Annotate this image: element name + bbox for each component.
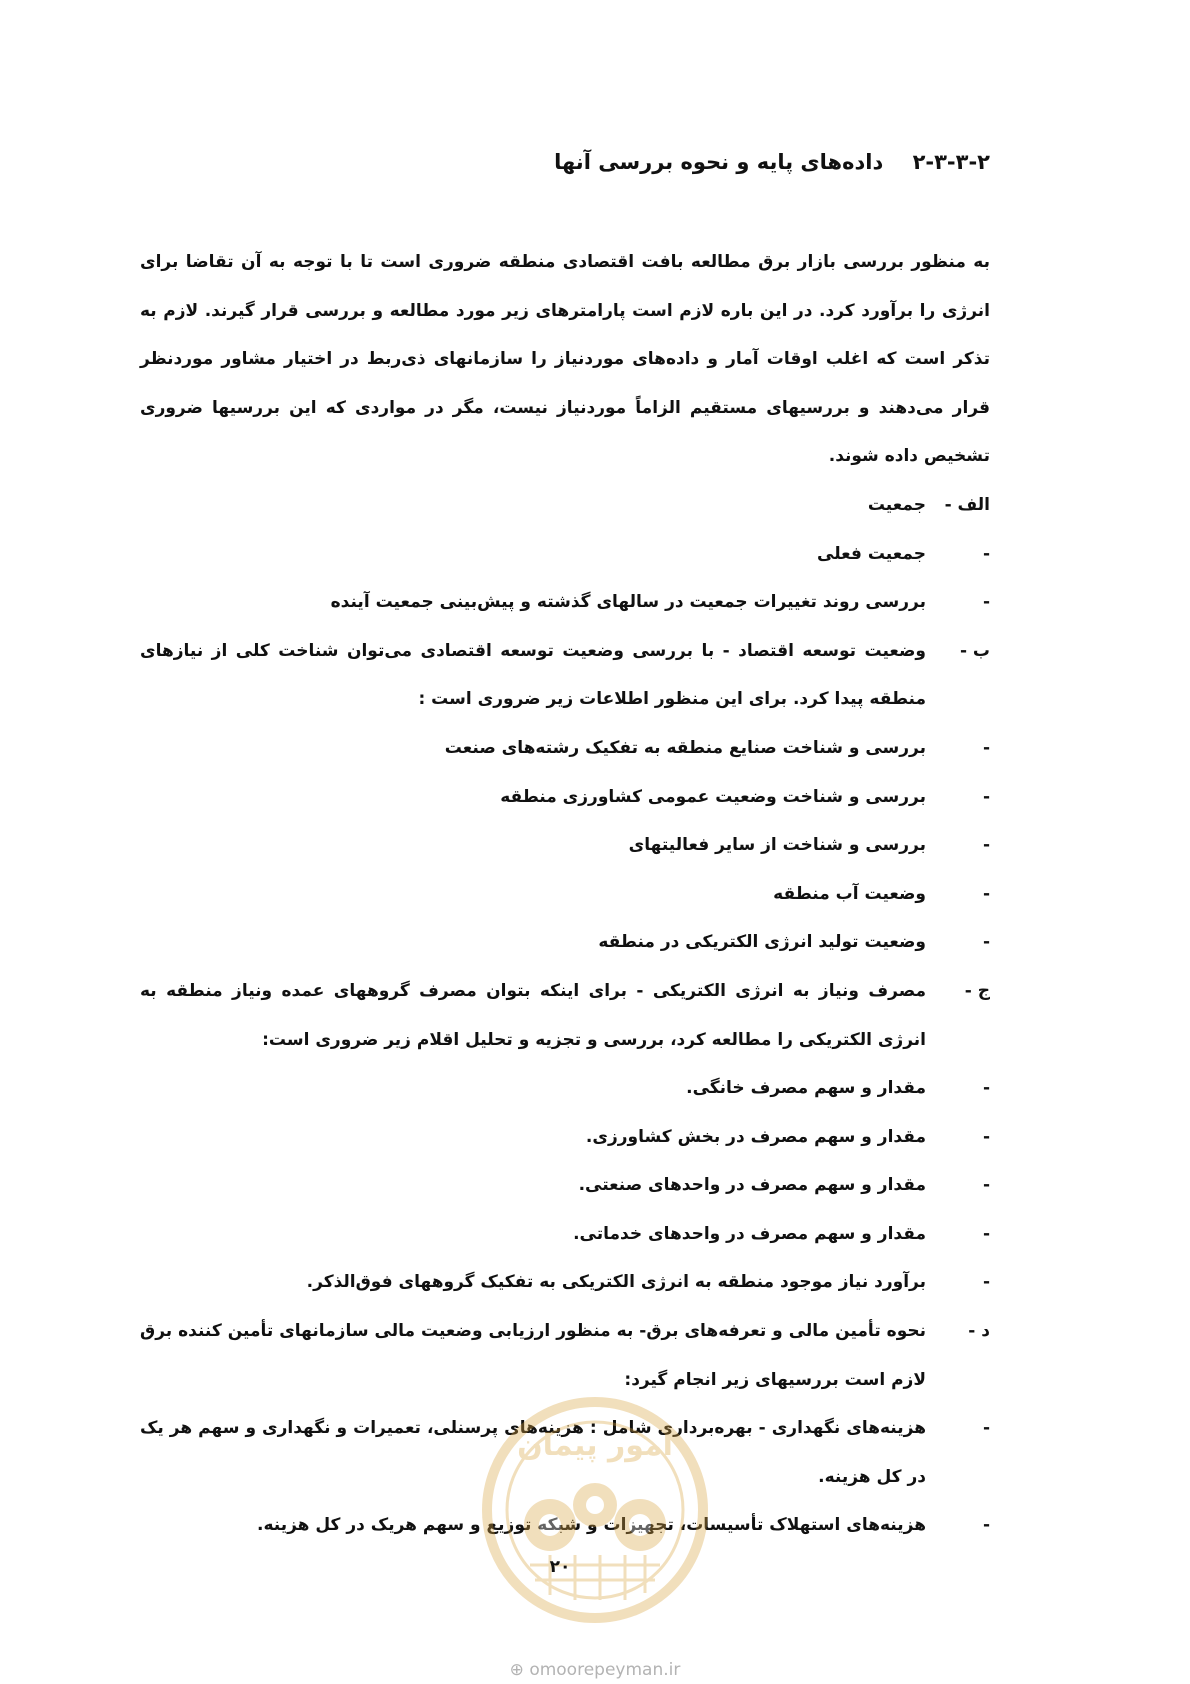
list-item-text: برآورد نیاز موجود منطقه به انرژی الکتریکی به تفکیک گروههای فوق‌الذکر. <box>306 1272 926 1293</box>
section-text: مصرف ونیاز به انرژی الکتریکی - برای اینکه بتوان مصرف گروههای عمده ونیاز منطقه به انرژی الکتریکی را مطالعه کرد، بررسی و تجزیه و تحلیل اقلام زیر ضروری است: <box>140 980 926 1050</box>
list-item-text: مقدار و سهم مصرف خانگی. <box>686 1078 926 1099</box>
list-item <box>140 530 990 579</box>
list-bullet: - <box>982 1515 990 1536</box>
list-bullet: - <box>982 737 990 758</box>
list-item-text: جمعیت فعلی <box>817 543 926 564</box>
list-item <box>140 1113 990 1162</box>
watermark-text: امور پیمان <box>517 1428 673 1463</box>
list-bullet: - <box>982 932 990 953</box>
section-marker: د - <box>968 1321 990 1342</box>
list-item <box>140 578 990 627</box>
list-bullet: - <box>982 786 990 807</box>
list-item <box>140 1064 990 1113</box>
list-bullet: - <box>982 1272 990 1293</box>
list-item <box>140 918 990 967</box>
list-item-text: مقدار و سهم مصرف در بخش کشاورزی. <box>585 1126 926 1147</box>
list-bullet: - <box>982 1175 990 1196</box>
list-item <box>140 1161 990 1210</box>
list-item <box>140 1258 990 1307</box>
section-c <box>140 967 990 1064</box>
list-bullet: - <box>982 1223 990 1244</box>
section-marker: ب - <box>959 640 990 661</box>
list-bullet: - <box>982 835 990 856</box>
document-body <box>140 238 990 1550</box>
list-item-text: بررسی و شناخت از سایر فعالیتهای <box>628 835 926 856</box>
list-item <box>140 821 990 870</box>
section-marker: الف - <box>944 494 990 515</box>
list-item-text: وضعیت تولید انرژی الکتریکی در منطقه <box>598 932 926 953</box>
list-item-text: بررسی و شناخت صنایع منطقه به تفکیک رشته‌های صنعت <box>444 737 926 758</box>
list-bullet: - <box>982 543 990 564</box>
globe-icon: ⊕ <box>509 1660 524 1680</box>
section-d <box>140 1307 990 1404</box>
page-number: ۲۰ <box>549 1557 571 1577</box>
list-item <box>140 1210 990 1259</box>
intro-paragraph: به منظور بررسی بازار برق مطالعه بافت اقتصادی منطقه ضروری است تا با توجه به آن تقاضا برای انرژی را برآورد کرد. در این باره لازم است پارامترهای زیر مورد مطالعه و بررسی قرار گیرند. لازم به تذکر است که اغلب اوقات آمار و داده‌های موردنیاز را سازمانهای ذی‌ربط در اختیار مشاور موردنظر قرار می‌دهند و بررسیهای مستقیم الزاماً موردنیاز نیست، مگر در مواردی که این بررسیها ضروری تشخیص داده شوند. <box>140 252 990 467</box>
list-item <box>140 724 990 773</box>
list-item <box>140 870 990 919</box>
list-item <box>140 1501 990 1550</box>
list-item-text: بررسی روند تغییرات جمعیت در سالهای گذشته و پیش‌بینی جمعیت آینده <box>330 592 926 613</box>
list-bullet: - <box>982 883 990 904</box>
list-bullet: - <box>982 592 990 613</box>
list-item-text: وضعیت آب منطقه <box>773 883 926 904</box>
section-marker: ج - <box>964 980 990 1001</box>
section-number: ۲-۳-۳-۲ <box>912 150 990 174</box>
section-text: وضعیت توسعه اقتصاد - با بررسی وضعیت توسعه اقتصادی می‌توان شناخت کلی از نیازهای منطقه پیدا کرد. برای این منظور اطلاعات زیر ضروری است : <box>140 640 926 710</box>
list-bullet: - <box>982 1126 990 1147</box>
list-bullet: - <box>982 1078 990 1099</box>
section-text: نحوه تأمین مالی و تعرفه‌های برق- به منظور ارزیابی وضعیت مالی سازمانهای تأمین کننده برق لازم است بررسیهای زیر انجام گیرد: <box>140 1321 926 1390</box>
footer-url[interactable] <box>490 1660 700 1680</box>
list-item-text: هزینه‌های استهلاک تأسیسات، تجهیزات و شبکه توزیع و سهم هریک در کل هزینه. <box>257 1515 926 1536</box>
section-text: جمعیت <box>867 494 926 515</box>
section-title: داده‌های پایه و نحوه بررسی آنها <box>554 150 884 174</box>
list-bullet: - <box>982 1418 990 1439</box>
section-a <box>140 481 990 530</box>
list-item-text: مقدار و سهم مصرف در واحدهای صنعتی. <box>578 1175 926 1196</box>
list-item <box>140 773 990 822</box>
list-item-text: مقدار و سهم مصرف در واحدهای خدماتی. <box>573 1223 926 1244</box>
section-b <box>140 627 990 724</box>
footer-url-text: omoorepeyman.ir <box>529 1660 681 1680</box>
list-item-text: هزینه‌های نگهداری - بهره‌برداری شامل : هزینه‌های پرسنلی، تعمیرات و نگهداری و سهم هر یک در کل هزینه. <box>140 1418 926 1487</box>
list-item <box>140 1404 990 1501</box>
list-item-text: بررسی و شناخت وضعیت عمومی کشاورزی منطقه <box>500 786 926 807</box>
section-heading <box>140 150 990 174</box>
